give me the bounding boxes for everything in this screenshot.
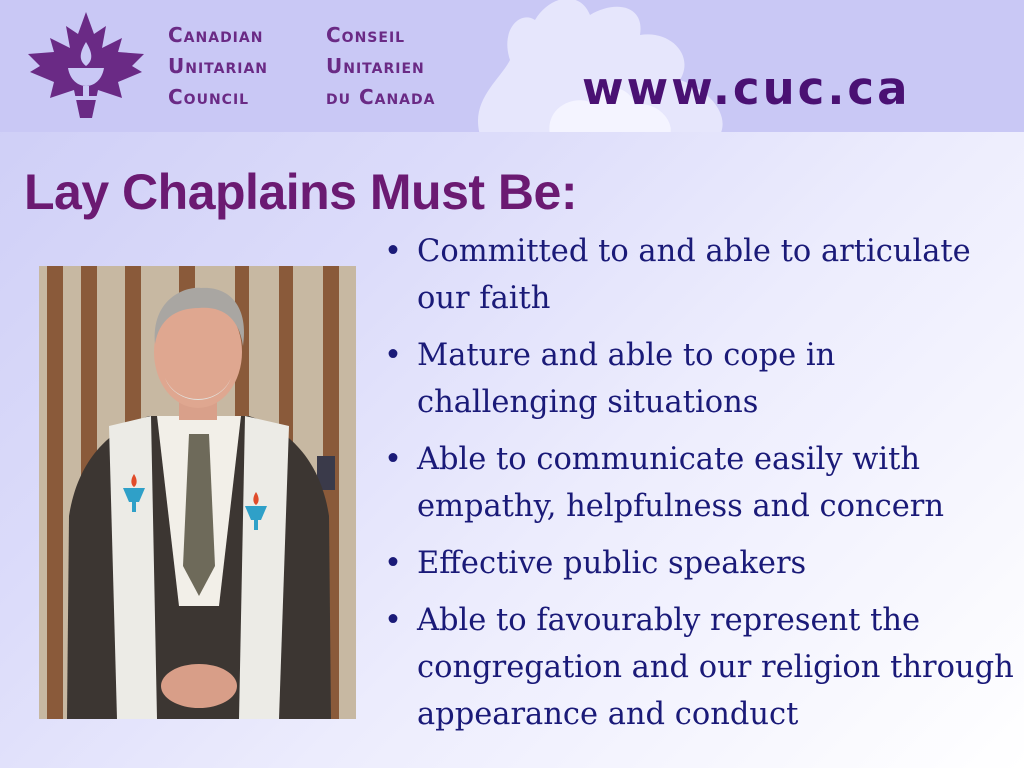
list-item: • Able to favourably represent the congregation and our religion through appearance and conduct	[384, 597, 1014, 738]
list-item: • Able to communicate easily with empathy, helpfulness and concern	[384, 436, 1014, 530]
org-fr-line: du Canada	[326, 85, 436, 109]
maple-leaf-chalice-icon	[22, 8, 150, 120]
slide-title: Lay Chaplains Must Be:	[24, 164, 577, 220]
org-name-english	[168, 20, 268, 113]
list-item: • Effective public speakers	[384, 540, 1014, 587]
org-en-line: Council	[168, 85, 250, 109]
org-en-line: Canadian	[168, 23, 264, 47]
list-item: • Committed to and able to articulate our faith	[384, 228, 1014, 322]
org-fr-line: Unitarien	[326, 54, 425, 78]
chaplain-photo	[39, 266, 356, 719]
org-en-line: Unitarian	[168, 54, 269, 78]
org-fr-line: Conseil	[326, 23, 406, 47]
org-name-french	[326, 20, 435, 113]
header-banner	[0, 0, 1024, 132]
website-url: www.cuc.ca	[582, 62, 911, 115]
bullet-list	[384, 228, 1014, 748]
list-item: • Mature and able to cope in challenging situations	[384, 332, 1014, 426]
